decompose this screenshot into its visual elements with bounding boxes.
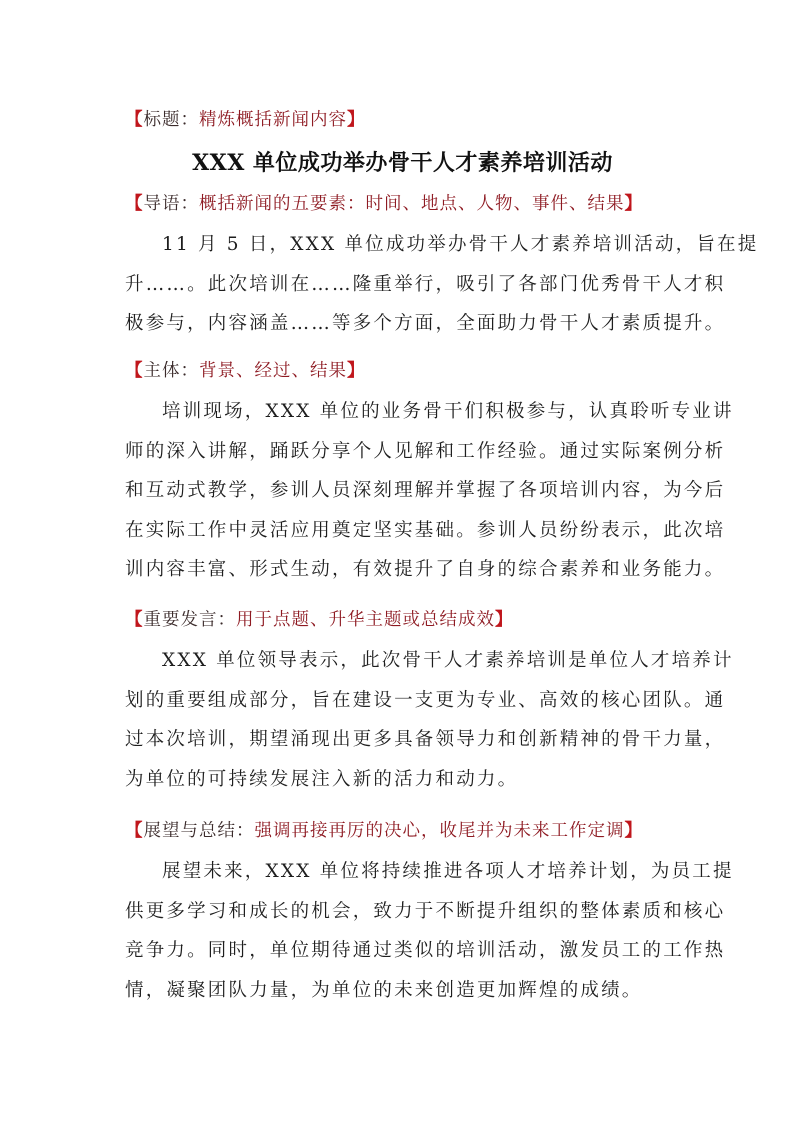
text-line: 供更多学习和成长的机会，致力于不断提升组织的整体素质和核心	[125, 900, 726, 922]
text-line: XXX 单位领导表示，此次骨干人才素养培训是单位人才培养计	[162, 650, 734, 671]
annotation-label: 标题：	[143, 110, 199, 130]
annotation-label: 展望与总结：	[143, 821, 255, 841]
bracket-open: 【	[125, 821, 144, 841]
text-line: 师的深入讲解，踊跃分享个人见解和工作经验。通过实际案例分析	[125, 440, 726, 462]
text-line: 培训现场，XXX 单位的业务骨干们积极参与，认真聆听专业讲	[162, 401, 734, 422]
annotation-title	[125, 106, 366, 131]
annotation-speech	[125, 606, 514, 631]
bracket-close: 】	[624, 821, 643, 841]
annotation-body	[125, 357, 366, 382]
text-line: 展望未来，XXX 单位将持续推进各项人才培养计划，为员工提	[162, 861, 734, 882]
bracket-close: 】	[624, 194, 643, 214]
text-line: 过本次培训，期望涌现出更多具备领导力和创新精神的骨干力量，	[125, 729, 726, 750]
bracket-open: 【	[125, 110, 144, 130]
text-line: 在实际工作中灵活应用奠定坚实基础。参训人员纷纷表示，此次培	[125, 519, 726, 541]
bracket-open: 【	[125, 361, 144, 381]
text-line: 和互动式教学，参训人员深刻理解并掌握了各项培训内容，为今后	[125, 480, 726, 501]
news-headline: XXX 单位成功举办骨干人才素养培训活动	[192, 150, 613, 176]
text-line: 为单位的可持续发展注入新的活力和动力。	[125, 768, 519, 790]
bracket-open: 【	[125, 194, 144, 214]
outlook-paragraph	[125, 852, 734, 1010]
bracket-close: 】	[347, 110, 366, 130]
speech-paragraph	[125, 641, 734, 799]
text-line: 竞争力。同时，单位期待通过类似的培训活动，激发员工的工作热	[125, 940, 726, 961]
annotation-desc: 精炼概括新闻内容	[199, 110, 347, 130]
text-line: 划的重要组成部分，旨在建设一支更为专业、高效的核心团队。通	[125, 689, 726, 711]
text-line: 11 月 5 日，XXX 单位成功举办骨干人才素养培训活动，旨在提	[162, 234, 759, 255]
text-line: 情，凝聚团队力量，为单位的未来创造更加辉煌的成绩。	[125, 979, 643, 1001]
annotation-label: 导语：	[143, 194, 199, 214]
annotation-desc: 概括新闻的五要素：时间、地点、人物、事件、结果	[199, 194, 625, 214]
annotation-outlook	[125, 817, 643, 842]
lead-paragraph	[125, 225, 759, 344]
annotation-label: 重要发言：	[143, 610, 236, 630]
annotation-desc: 背景、经过、结果	[199, 361, 347, 381]
text-line: 极参与，内容涵盖……等多个方面，全面助力骨干人才素质提升。	[125, 313, 726, 334]
bracket-close: 】	[347, 361, 366, 381]
annotation-label: 主体：	[143, 361, 199, 381]
annotation-desc: 强调再接再厉的决心，收尾并为未来工作定调	[254, 821, 625, 841]
text-line: 训内容丰富、形式生动，有效提升了自身的综合素养和业务能力。	[125, 559, 726, 580]
body-paragraph	[125, 392, 734, 590]
annotation-desc: 用于点题、升华主题或总结成效	[236, 610, 495, 630]
text-line: 升……。此次培训在……隆重举行，吸引了各部门优秀骨干人才积	[125, 273, 726, 295]
annotation-lead	[125, 190, 643, 215]
bracket-close: 】	[495, 610, 514, 630]
bracket-open: 【	[125, 610, 144, 630]
